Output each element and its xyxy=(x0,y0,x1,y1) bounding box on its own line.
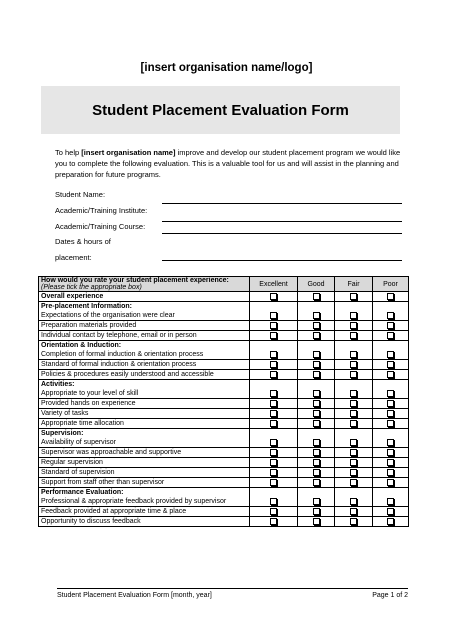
rating-checkbox-fair[interactable] xyxy=(335,429,373,448)
rating-checkbox-poor[interactable] xyxy=(373,331,409,341)
footer-form-name: Student Placement Evaluation Form [month, year] xyxy=(57,592,212,599)
checkbox-icon[interactable] xyxy=(387,361,394,368)
checkbox-icon[interactable] xyxy=(313,420,320,427)
rating-checkbox-poor[interactable] xyxy=(373,409,409,419)
checkbox-icon[interactable] xyxy=(270,361,277,368)
checkbox-icon[interactable] xyxy=(350,293,357,300)
rating-checkbox-good[interactable] xyxy=(298,488,335,507)
row-label xyxy=(39,507,250,517)
table-row xyxy=(39,370,409,380)
checkbox-icon[interactable] xyxy=(270,459,277,466)
course-line[interactable] xyxy=(162,221,402,222)
rating-checkbox-excellent[interactable] xyxy=(250,468,298,478)
dates-label-2: placement: xyxy=(55,253,92,262)
rating-checkbox-fair[interactable] xyxy=(335,292,373,302)
rating-checkbox-poor[interactable] xyxy=(373,380,409,399)
rating-checkbox-fair[interactable] xyxy=(335,370,373,380)
rating-checkbox-excellent[interactable] xyxy=(250,507,298,517)
criterion-text: Provided hands on experience xyxy=(41,400,136,407)
table-row xyxy=(39,458,409,468)
checkbox-icon[interactable] xyxy=(270,479,277,486)
checkbox-icon[interactable] xyxy=(350,312,357,319)
rating-checkbox-poor[interactable] xyxy=(373,321,409,331)
intro-text-2: improve and develop our student placement program we would like you to complete the following evaluation. This is a valuable tool for us and will assist in the planning and preparation for future programs. xyxy=(55,148,401,179)
checkbox-icon[interactable] xyxy=(350,371,357,378)
checkbox-icon[interactable] xyxy=(313,293,320,300)
checkbox-icon[interactable] xyxy=(350,459,357,466)
course-label: Academic/Training Course: xyxy=(55,222,146,231)
checkbox-icon[interactable] xyxy=(387,400,394,407)
checkbox-icon[interactable] xyxy=(350,410,357,417)
checkbox-icon[interactable] xyxy=(350,332,357,339)
dates-line-2[interactable] xyxy=(162,260,402,261)
institute-line[interactable] xyxy=(162,203,402,204)
rating-checkbox-excellent[interactable] xyxy=(250,321,298,331)
checkbox-icon[interactable] xyxy=(270,332,277,339)
checkbox-icon[interactable] xyxy=(270,322,277,329)
col-excellent: Excellent xyxy=(250,277,298,292)
section-heading: Performance Evaluation: xyxy=(41,489,124,496)
rating-checkbox-good[interactable] xyxy=(298,399,335,409)
row-label xyxy=(39,331,250,341)
checkbox-icon[interactable] xyxy=(387,479,394,486)
checkbox-icon[interactable] xyxy=(350,420,357,427)
checkbox-icon[interactable] xyxy=(387,390,394,397)
rating-checkbox-excellent[interactable] xyxy=(250,399,298,409)
row-label xyxy=(39,458,250,468)
rating-checkbox-good[interactable] xyxy=(298,341,335,360)
checkbox-icon[interactable] xyxy=(270,420,277,427)
checkbox-icon[interactable] xyxy=(313,469,320,476)
dates-line-1[interactable] xyxy=(162,233,402,234)
rating-checkbox-fair[interactable] xyxy=(335,488,373,507)
overall-row xyxy=(39,292,409,302)
criterion-text: Policies & procedures easily understood and accessible xyxy=(41,371,214,378)
criterion-text: Regular supervision xyxy=(41,459,103,466)
rating-checkbox-good[interactable] xyxy=(298,448,335,458)
criterion-text: Supervisor was approachable and supportive xyxy=(41,449,182,456)
rating-checkbox-poor[interactable] xyxy=(373,458,409,468)
rating-checkbox-poor[interactable] xyxy=(373,370,409,380)
row-label xyxy=(39,517,250,527)
row-label xyxy=(39,380,250,399)
table-row xyxy=(39,331,409,341)
checkbox-icon[interactable] xyxy=(270,469,277,476)
rating-checkbox-excellent[interactable] xyxy=(250,517,298,527)
rating-checkbox-excellent[interactable] xyxy=(250,292,298,302)
checkbox-icon[interactable] xyxy=(387,420,394,427)
checkbox-icon[interactable] xyxy=(387,312,394,319)
checkbox-icon[interactable] xyxy=(313,322,320,329)
rating-checkbox-excellent[interactable] xyxy=(250,380,298,399)
section-heading: Activities: xyxy=(41,381,75,388)
rating-checkbox-poor[interactable] xyxy=(373,429,409,448)
section-heading: Supervision: xyxy=(41,430,84,437)
checkbox-icon[interactable] xyxy=(313,410,320,417)
evaluation-table xyxy=(38,276,409,527)
checkbox-icon[interactable] xyxy=(387,518,394,525)
checkbox-icon[interactable] xyxy=(313,332,320,339)
checkbox-icon[interactable] xyxy=(387,410,394,417)
checkbox-icon[interactable] xyxy=(350,469,357,476)
checkbox-icon[interactable] xyxy=(350,518,357,525)
checkbox-icon[interactable] xyxy=(387,508,394,515)
criterion-text: Feedback provided at appropriate time & place xyxy=(41,508,187,515)
checkbox-icon[interactable] xyxy=(350,479,357,486)
checkbox-icon[interactable] xyxy=(270,390,277,397)
rating-checkbox-fair[interactable] xyxy=(335,517,373,527)
checkbox-icon[interactable] xyxy=(350,449,357,456)
checkbox-icon[interactable] xyxy=(387,439,394,446)
rating-checkbox-poor[interactable] xyxy=(373,341,409,360)
rating-checkbox-excellent[interactable] xyxy=(250,488,298,507)
checkbox-icon[interactable] xyxy=(313,479,320,486)
row-label xyxy=(39,321,250,331)
checkbox-icon[interactable] xyxy=(270,508,277,515)
rating-checkbox-fair[interactable] xyxy=(335,399,373,409)
intro-text-1: To help xyxy=(55,148,82,157)
checkbox-icon[interactable] xyxy=(313,498,320,505)
table-row xyxy=(39,302,409,321)
checkbox-icon[interactable] xyxy=(350,508,357,515)
rating-checkbox-excellent[interactable] xyxy=(250,331,298,341)
rating-checkbox-good[interactable] xyxy=(298,507,335,517)
checkbox-icon[interactable] xyxy=(313,361,320,368)
rating-checkbox-good[interactable] xyxy=(298,360,335,370)
checkbox-icon[interactable] xyxy=(313,371,320,378)
checkbox-icon[interactable] xyxy=(313,390,320,397)
table-row xyxy=(39,419,409,429)
checkbox-icon[interactable] xyxy=(270,400,277,407)
checkbox-icon[interactable] xyxy=(270,351,277,358)
checkbox-icon[interactable] xyxy=(350,351,357,358)
rating-checkbox-good[interactable] xyxy=(298,419,335,429)
rating-checkbox-fair[interactable] xyxy=(335,458,373,468)
row-label xyxy=(39,302,250,321)
criterion-text: Professional & appropriate feedback provided by supervisor xyxy=(41,498,227,505)
rating-checkbox-excellent[interactable] xyxy=(250,429,298,448)
rating-checkbox-fair[interactable] xyxy=(335,380,373,399)
rating-checkbox-excellent[interactable] xyxy=(250,458,298,468)
rating-checkbox-excellent[interactable] xyxy=(250,360,298,370)
rating-checkbox-good[interactable] xyxy=(298,292,335,302)
rating-checkbox-fair[interactable] xyxy=(335,321,373,331)
checkbox-icon[interactable] xyxy=(387,498,394,505)
table-row xyxy=(39,380,409,399)
footer-page-number: Page 1 of 2 xyxy=(372,592,408,599)
table-row xyxy=(39,478,409,488)
overall-label: Overall experience xyxy=(39,292,250,302)
row-label xyxy=(39,370,250,380)
table-row xyxy=(39,507,409,517)
rating-checkbox-fair[interactable] xyxy=(335,409,373,419)
rating-checkbox-good[interactable] xyxy=(298,380,335,399)
col-fair: Fair xyxy=(335,277,373,292)
rating-checkbox-good[interactable] xyxy=(298,331,335,341)
rating-checkbox-good[interactable] xyxy=(298,409,335,419)
checkbox-icon[interactable] xyxy=(350,322,357,329)
checkbox-icon[interactable] xyxy=(350,390,357,397)
rating-checkbox-good[interactable] xyxy=(298,478,335,488)
criterion-text: Opportunity to discuss feedback xyxy=(41,518,141,525)
rating-checkbox-fair[interactable] xyxy=(335,448,373,458)
section-heading: Pre-placement Information: xyxy=(41,303,133,310)
rating-checkbox-excellent[interactable] xyxy=(250,478,298,488)
rating-checkbox-good[interactable] xyxy=(298,458,335,468)
col-good: Good xyxy=(298,277,335,292)
checkbox-icon[interactable] xyxy=(350,361,357,368)
rating-checkbox-poor[interactable] xyxy=(373,448,409,458)
criterion-text: Standard of formal induction & orientation process xyxy=(41,361,197,368)
checkbox-icon[interactable] xyxy=(270,410,277,417)
question-hint: (Please tick the appropriate box) xyxy=(41,284,142,291)
criterion-text: Expectations of the organisation were clear xyxy=(41,312,175,319)
rating-checkbox-poor[interactable] xyxy=(373,468,409,478)
checkbox-icon[interactable] xyxy=(350,400,357,407)
rating-checkbox-good[interactable] xyxy=(298,429,335,448)
dates-label-1: Dates & hours of xyxy=(55,237,111,246)
checkbox-icon[interactable] xyxy=(313,400,320,407)
criterion-text: Appropriate to your level of skill xyxy=(41,390,139,397)
checkbox-icon[interactable] xyxy=(270,293,277,300)
criterion-text: Support from staff other than supervisor xyxy=(41,479,165,486)
table-row xyxy=(39,341,409,360)
rating-checkbox-poor[interactable] xyxy=(373,302,409,321)
row-label xyxy=(39,409,250,419)
page-footer xyxy=(57,588,408,599)
rating-checkbox-fair[interactable] xyxy=(335,331,373,341)
table-row xyxy=(39,517,409,527)
row-label xyxy=(39,429,250,448)
intro-org-bold: [insert organisation name] xyxy=(81,148,176,157)
row-label xyxy=(39,448,250,458)
table-row xyxy=(39,360,409,370)
criterion-text: Individual contact by telephone, email or in person xyxy=(41,332,197,339)
checkbox-icon[interactable] xyxy=(387,332,394,339)
rating-checkbox-good[interactable] xyxy=(298,517,335,527)
rating-checkbox-fair[interactable] xyxy=(335,360,373,370)
checkbox-icon[interactable] xyxy=(387,351,394,358)
checkbox-icon[interactable] xyxy=(350,498,357,505)
row-label xyxy=(39,488,250,507)
rating-checkbox-fair[interactable] xyxy=(335,419,373,429)
question-text: How would you rate your student placement experience: xyxy=(41,277,229,284)
checkbox-icon[interactable] xyxy=(270,371,277,378)
criterion-text: Preparation materials provided xyxy=(41,322,137,329)
checkbox-icon[interactable] xyxy=(313,518,320,525)
student-name-label: Student Name: xyxy=(55,190,106,199)
rating-checkbox-fair[interactable] xyxy=(335,341,373,360)
col-poor: Poor xyxy=(373,277,409,292)
checkbox-icon[interactable] xyxy=(350,439,357,446)
rating-checkbox-good[interactable] xyxy=(298,302,335,321)
checkbox-icon[interactable] xyxy=(313,508,320,515)
rating-checkbox-excellent[interactable] xyxy=(250,448,298,458)
table-row xyxy=(39,429,409,448)
checkbox-icon[interactable] xyxy=(313,449,320,456)
section-heading: Orientation & Induction: xyxy=(41,342,122,349)
table-row xyxy=(39,321,409,331)
rating-checkbox-excellent[interactable] xyxy=(250,302,298,321)
row-label xyxy=(39,419,250,429)
checkbox-icon[interactable] xyxy=(313,312,320,319)
checkbox-icon[interactable] xyxy=(270,439,277,446)
criterion-text: Availability of supervisor xyxy=(41,439,116,446)
table-row xyxy=(39,399,409,409)
checkbox-icon[interactable] xyxy=(313,351,320,358)
checkbox-icon[interactable] xyxy=(270,498,277,505)
rating-checkbox-good[interactable] xyxy=(298,370,335,380)
rating-checkbox-fair[interactable] xyxy=(335,478,373,488)
checkbox-icon[interactable] xyxy=(387,371,394,378)
checkbox-icon[interactable] xyxy=(270,518,277,525)
rating-checkbox-poor[interactable] xyxy=(373,292,409,302)
rating-checkbox-poor[interactable] xyxy=(373,507,409,517)
row-label xyxy=(39,399,250,409)
checkbox-icon[interactable] xyxy=(387,459,394,466)
table-header-row xyxy=(39,277,409,292)
checkbox-icon[interactable] xyxy=(387,449,394,456)
table-row xyxy=(39,488,409,507)
rating-checkbox-good[interactable] xyxy=(298,468,335,478)
criterion-text: Variety of tasks xyxy=(41,410,89,417)
table-row xyxy=(39,448,409,458)
rating-checkbox-poor[interactable] xyxy=(373,360,409,370)
checkbox-icon[interactable] xyxy=(387,469,394,476)
checkbox-icon[interactable] xyxy=(387,322,394,329)
rating-checkbox-fair[interactable] xyxy=(335,507,373,517)
rating-checkbox-excellent[interactable] xyxy=(250,341,298,360)
form-title: Student Placement Evaluation Form xyxy=(92,101,349,119)
title-banner xyxy=(41,86,400,134)
row-label xyxy=(39,468,250,478)
criterion-text: Standard of supervision xyxy=(41,469,115,476)
rating-checkbox-fair[interactable] xyxy=(335,302,373,321)
row-label xyxy=(39,478,250,488)
rating-checkbox-excellent[interactable] xyxy=(250,370,298,380)
checkbox-icon[interactable] xyxy=(270,449,277,456)
rating-checkbox-poor[interactable] xyxy=(373,517,409,527)
intro-paragraph xyxy=(55,147,407,180)
checkbox-icon[interactable] xyxy=(313,439,320,446)
checkbox-icon[interactable] xyxy=(313,459,320,466)
rating-checkbox-excellent[interactable] xyxy=(250,419,298,429)
rating-checkbox-poor[interactable] xyxy=(373,419,409,429)
rating-checkbox-excellent[interactable] xyxy=(250,409,298,419)
question-header xyxy=(39,277,250,292)
rating-checkbox-poor[interactable] xyxy=(373,399,409,409)
criterion-text: Completion of formal induction & orientation process xyxy=(41,351,204,358)
rating-checkbox-poor[interactable] xyxy=(373,488,409,507)
table-row xyxy=(39,409,409,419)
rating-checkbox-good[interactable] xyxy=(298,321,335,331)
rating-checkbox-fair[interactable] xyxy=(335,468,373,478)
rating-checkbox-poor[interactable] xyxy=(373,478,409,488)
row-label xyxy=(39,360,250,370)
checkbox-icon[interactable] xyxy=(270,312,277,319)
organisation-placeholder: [insert organisation name/logo] xyxy=(140,62,313,74)
checkbox-icon[interactable] xyxy=(387,293,394,300)
institute-label: Academic/Training Institute: xyxy=(55,206,148,215)
criterion-text: Appropriate time allocation xyxy=(41,420,124,427)
table-row xyxy=(39,468,409,478)
row-label xyxy=(39,341,250,360)
